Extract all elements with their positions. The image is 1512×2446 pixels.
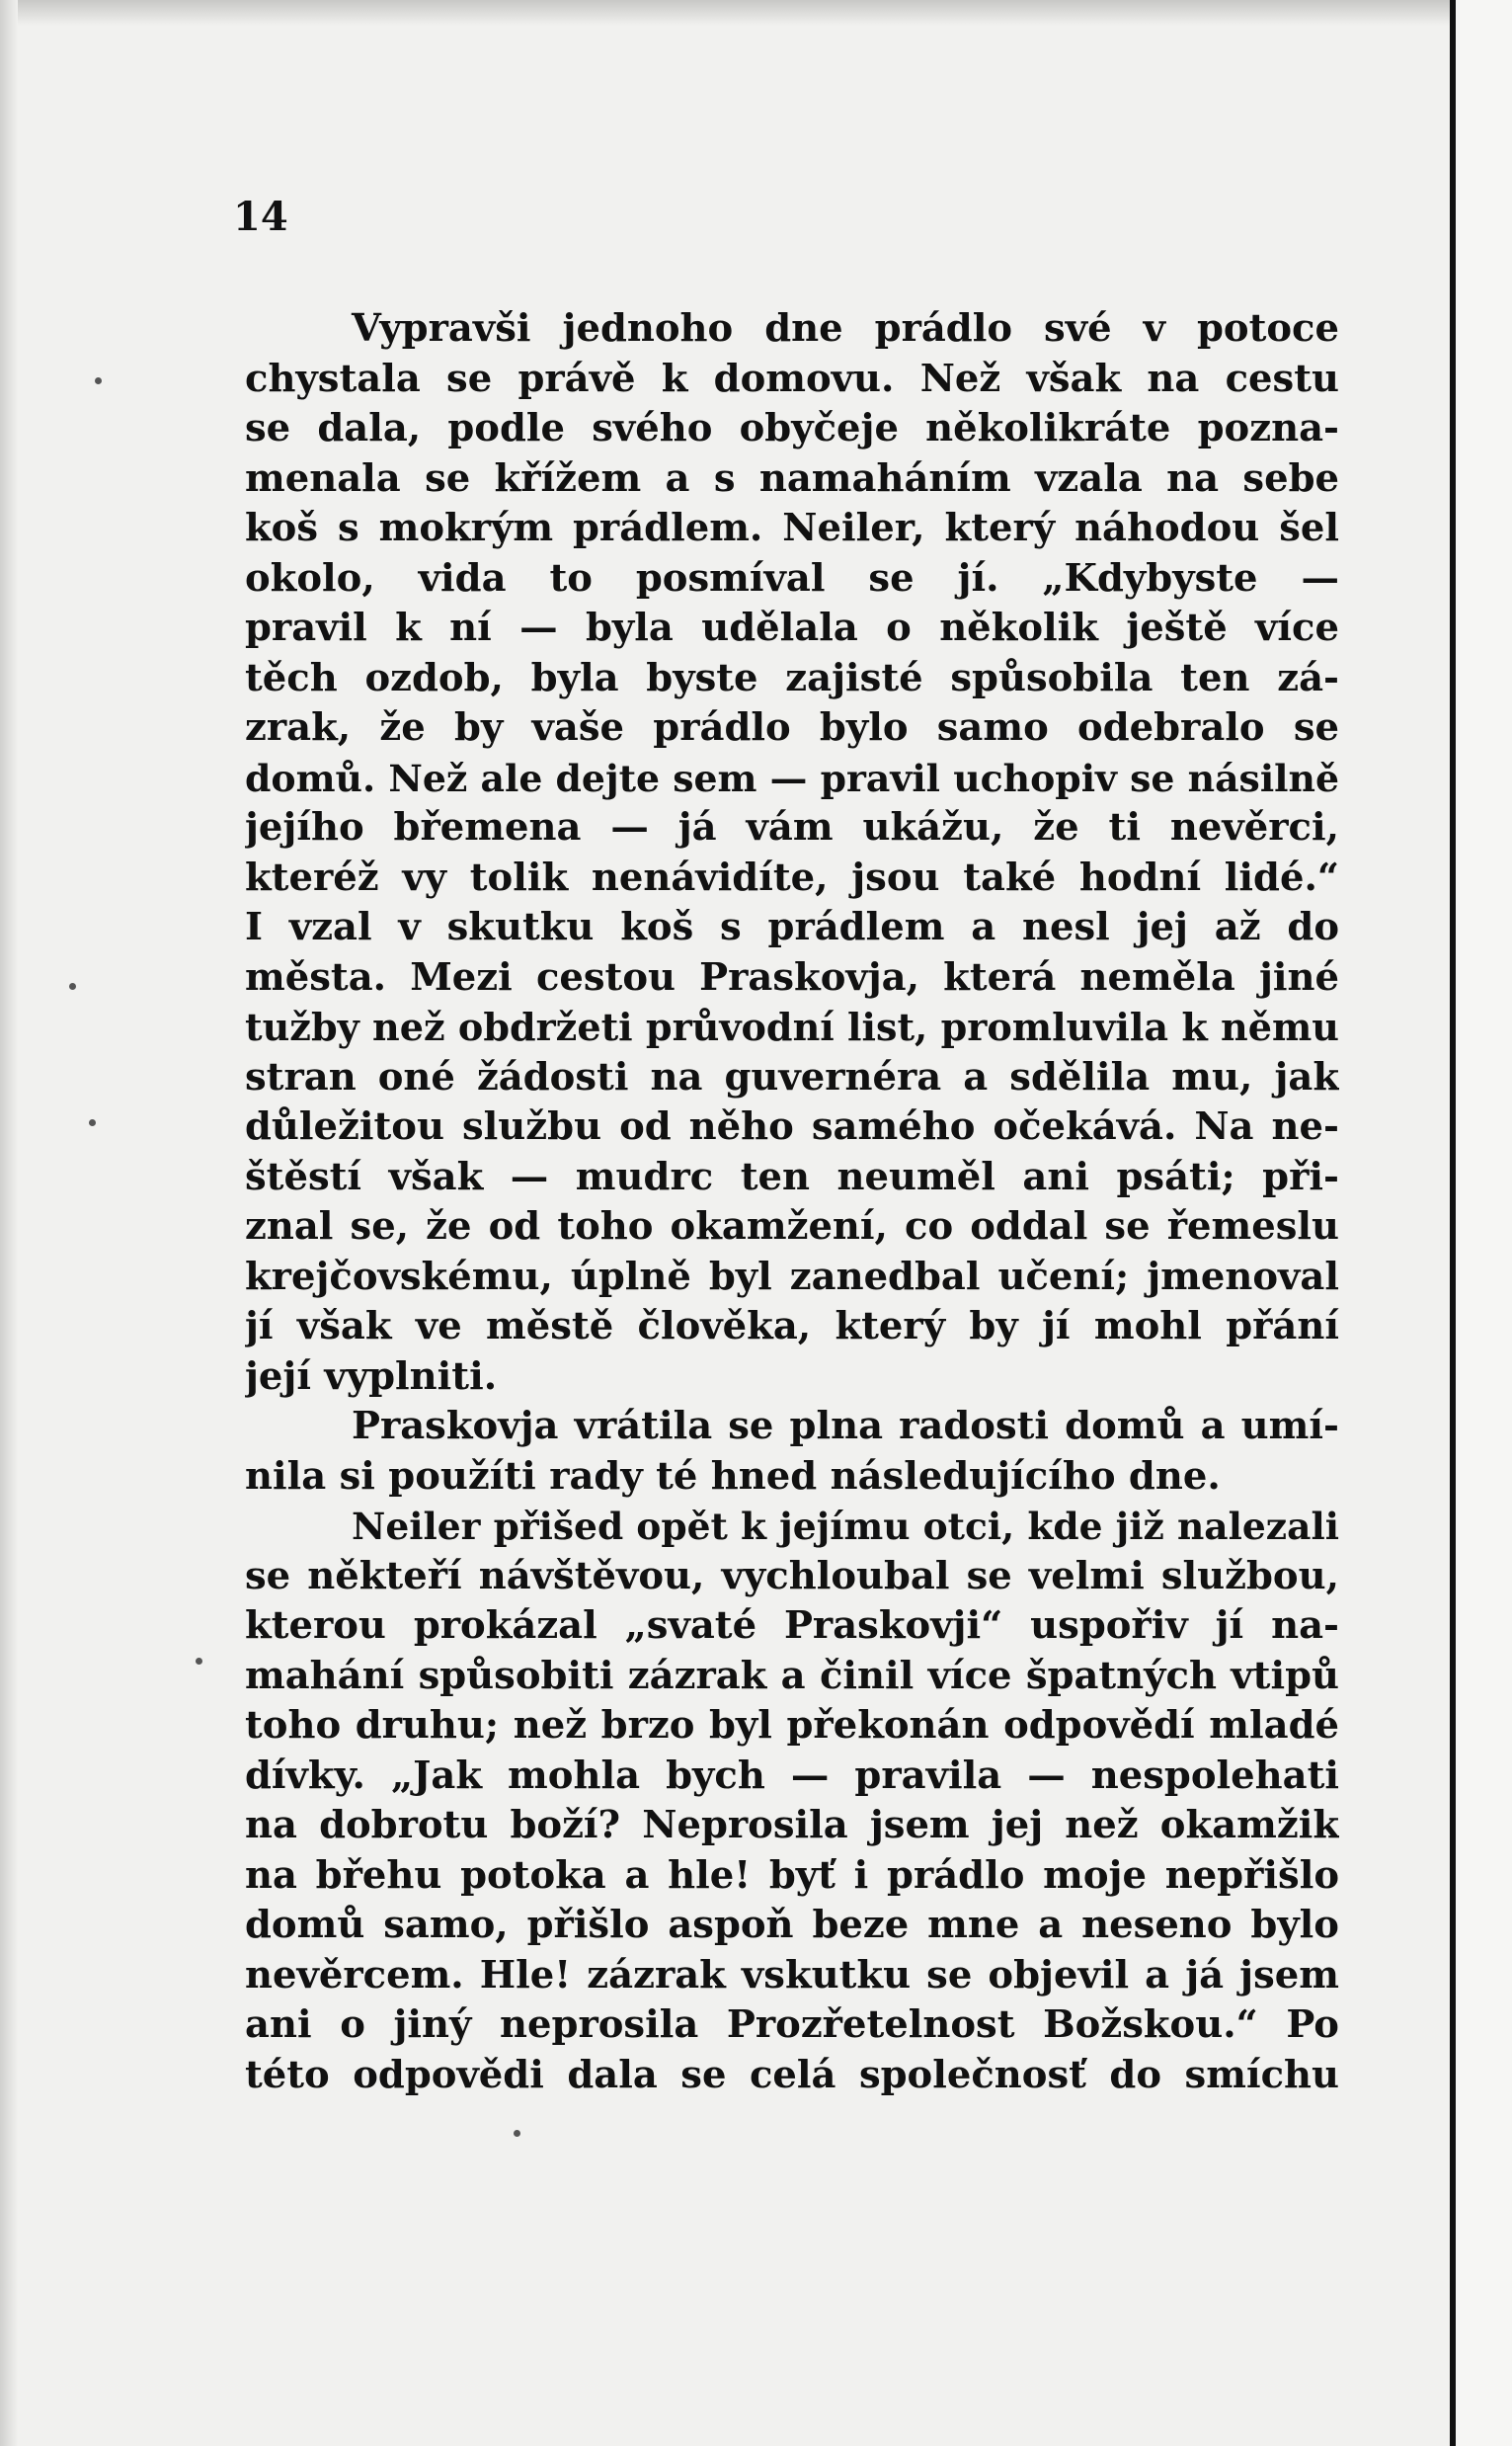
text-line: Neiler přišed opět k jejímu otci, kde již nalezali	[352, 1505, 1339, 1548]
text-line: tužby než obdržeti průvodní list, promluvila k němu	[245, 1005, 1339, 1049]
text-line: menala se křížem a s namaháním vzala na sebe	[245, 455, 1339, 501]
text-line: ani o jiný neprosila Prozřetelnost Božskou.“ Po	[245, 2002, 1339, 2047]
text-line: Vypravši jednoho dne prádlo své v potoce	[352, 306, 1339, 351]
text-line: města. Mezi cestou Praskovja, která neměla jiné	[245, 954, 1339, 1000]
text-line: důležitou službu od něho samého očekává. Na ne-	[245, 1104, 1339, 1149]
page-edge-shadow-top	[0, 0, 1452, 26]
text-line: pravil k ní — byla udělala o několik ještě více	[245, 606, 1339, 650]
text-line: jí však ve městě člověka, který by jí mohl přání	[245, 1304, 1339, 1348]
text-line: se někteří návštěvou, vychloubal se velmi službou,	[245, 1553, 1339, 1598]
text-line: krejčovskému, úplně byl zanedbal učení; jmenoval	[245, 1254, 1339, 1299]
print-speck	[89, 1119, 96, 1126]
scan-border-line	[1450, 0, 1456, 2446]
text-line: I vzal v skutku koš s prádlem a nesl jej až do	[245, 905, 1339, 949]
text-line: stran oné žádosti na guvernéra a sdělila mu, jak	[245, 1054, 1339, 1100]
text-line: kteréž vy tolik nenávidíte, jsou také hodní lidé.“	[245, 855, 1339, 900]
text-line: chystala se právě k domovu. Než však na cestu	[245, 356, 1339, 401]
print-speck	[196, 1658, 202, 1665]
text-line: se dala, podle svého obyčeje několikráte pozna-	[245, 406, 1339, 450]
text-line: této odpovědi dala se celá společnosť do smíchu	[245, 2052, 1339, 2097]
text-line: nila si použíti rady té hned následujícího dne.	[245, 1453, 1221, 1499]
text-line: dívky. „Jak mohla bych — pravila — nespolehati	[245, 1753, 1339, 1798]
text-line: koš s mokrým prádlem. Neiler, který náhodou šel	[245, 506, 1339, 550]
body-text	[245, 304, 1339, 2100]
text-line: její vyplniti.	[245, 1353, 498, 1399]
print-speck	[514, 2130, 520, 2137]
print-speck	[69, 983, 76, 990]
text-line: těch ozdob, byla byste zajisté spůsobila ten zá-	[245, 655, 1339, 700]
text-line: zrak, že by vaše prádlo bylo samo odebralo se	[245, 705, 1339, 750]
text-line: nevěrcem. Hle! zázrak vskutku se objevil a já jsem	[245, 1952, 1339, 1998]
text-line: znal se, že od toho okamžení, co oddal se řemeslu	[245, 1204, 1339, 1249]
right-margin	[1450, 0, 1512, 2446]
text-line: domů. Než ale dejte sem — pravil uchopiv se násilně	[245, 756, 1339, 800]
text-line: toho druhu; než brzo byl překonán odpovědí mladé	[245, 1703, 1339, 1748]
text-line: štěstí však — mudrc ten neuměl ani psáti; při-	[245, 1154, 1339, 1199]
page-edge-shadow-left	[0, 0, 18, 2446]
text-line: kterou prokázal „svaté Praskovji“ uspořiv jí na-	[245, 1603, 1339, 1648]
text-line: mahání spůsobiti zázrak a činil více špatných vtipů	[245, 1653, 1339, 1698]
text-line: na břehu potoka a hle! byť i prádlo moje nepřišlo	[245, 1852, 1339, 1898]
text-line: okolo, vida to posmíval se jí. „Kdybyste —	[245, 555, 1339, 601]
text-line: domů samo, přišlo aspoň beze mne a neseno bylo	[245, 1903, 1339, 1947]
text-line: jejího břemena — já vám ukážu, že ti nevěrci,	[245, 805, 1339, 850]
page-number: 14	[233, 194, 288, 240]
text-line: Praskovja vrátila se plna radosti domů a umí-	[352, 1404, 1339, 1448]
print-speck	[95, 377, 102, 384]
text-line: na dobrotu boží? Neprosila jsem jej než okamžik	[245, 1803, 1339, 1847]
